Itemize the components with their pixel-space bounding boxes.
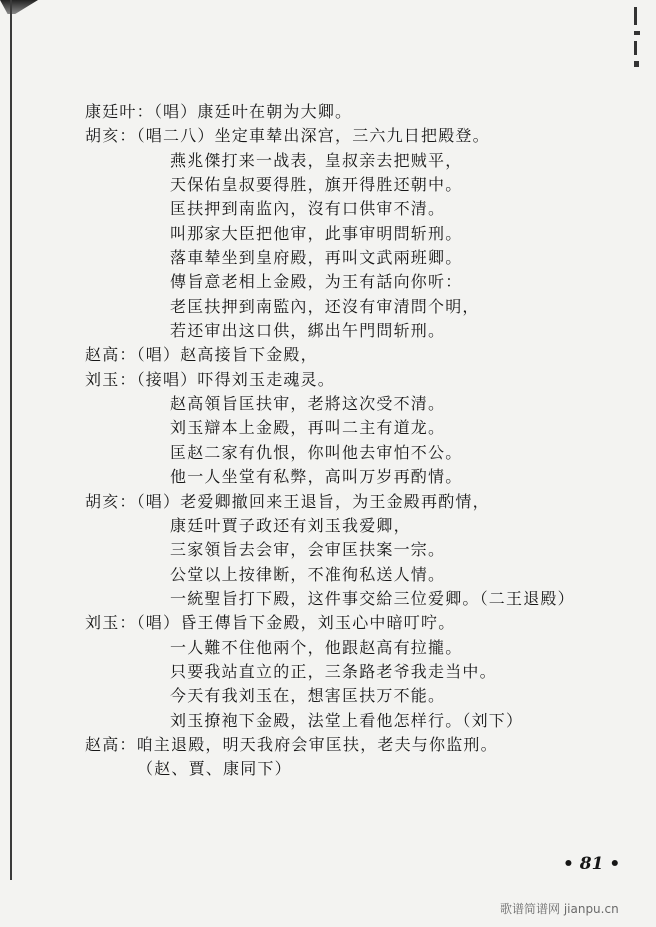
verse-line (0, 416, 656, 440)
verse-line (0, 636, 656, 660)
dialogue-line (0, 490, 656, 514)
line-text: 一統聖旨打下殿，这件事交給三位爱卿。（二王退殿） (170, 588, 575, 608)
verse-line (0, 684, 656, 708)
verse-line (0, 465, 656, 489)
page-number: • 81 • (563, 854, 621, 874)
line-text: （唱）老爱卿撤回来王退旨，为王金殿再酌情， (136, 491, 490, 511)
verse-line (0, 319, 656, 343)
speaker-name: 胡亥： (85, 126, 137, 146)
dialogue-line (0, 611, 656, 635)
line-text: 今天有我刘玉在，想害匡扶万不能。 (170, 686, 446, 706)
verse-line (0, 514, 656, 538)
line-text: 公堂以上按律断，不准徇私送人情。 (170, 564, 446, 584)
line-text: 康廷叶賈子政还有刘玉我爱卿， (170, 515, 411, 535)
dialogue-line (0, 733, 656, 757)
watermark: 歌谱简谱网 jianpu.cn (500, 902, 619, 916)
dialogue-line (0, 343, 656, 367)
verse-line (0, 587, 656, 611)
line-text: （唱二八）坐定車辇出深宫，三六九日把殿登。 (136, 126, 490, 146)
verse-line (0, 222, 656, 246)
speaker-name: 康廷叶： (85, 102, 154, 121)
verse-line (0, 441, 656, 465)
line-text: 燕兆傑打来一战表，皇叔亲去把贼平， (170, 150, 463, 170)
line-text: 老匡扶押到南監內，还沒有审清問个明， (170, 296, 480, 316)
line-text: 刘玉撩袍下金殿，法堂上看他怎样行。（刘下） (170, 710, 524, 730)
verse-line (0, 660, 656, 684)
line-text: （唱）赵高接旨下金殿， (136, 345, 318, 365)
line-text: 三家領旨去会审，会审匡扶案一宗。 (170, 540, 446, 560)
line-text: 傳旨意老相上金殿，为王有話向你听： (170, 272, 463, 292)
line-text: 只要我站直立的正，三条路老爷我走当中。 (170, 661, 497, 681)
verse-line (0, 295, 656, 319)
line-text: （唱）康廷叶在朝为大卿。 (153, 102, 353, 121)
verse-line (0, 197, 656, 221)
verse-line (0, 709, 656, 733)
speaker-name: 刘玉： (85, 613, 137, 633)
line-text: 天保佑皇叔要得胜，旗开得胜还朝中。 (170, 175, 463, 195)
line-text: 他一人坐堂有私弊，高叫万岁再酌情。 (170, 467, 463, 487)
line-text: 赵高領旨匡扶审，老將这次受不清。 (170, 394, 446, 414)
verse-line (0, 149, 656, 173)
script-text (0, 100, 656, 782)
page-edge-marks (630, 4, 644, 84)
verse-line (0, 563, 656, 587)
line-text: 刘玉辯本上金殿，再叫二主有道龙。 (170, 418, 446, 438)
dialogue-line (0, 100, 656, 124)
verse-line (0, 392, 656, 416)
verse-line (0, 246, 656, 270)
dialogue-line (0, 124, 656, 148)
stage-direction (0, 757, 656, 781)
line-text: 匡扶押到南监內，沒有口供审不清。 (170, 199, 446, 219)
dialogue-line (0, 368, 656, 392)
line-text: （接唱）吓得刘玉走魂灵。 (136, 369, 336, 389)
line-text: 咱主退殿，明天我府会审匡扶，老夫与你监刑。 (136, 734, 498, 754)
speaker-name: 胡亥： (85, 491, 137, 511)
line-text: 若还审出这口供，綁出午門問斩刑。 (170, 321, 446, 341)
binding-edge-mark (0, 0, 38, 14)
line-text: 一人難不住他兩个，他跟赵高有拉攏。 (170, 637, 463, 657)
verse-line (0, 173, 656, 197)
line-text: （唱）昏王傳旨下金殿，刘玉心中暗叮咛。 (136, 613, 456, 633)
line-text: （赵、賈、康同下） (137, 759, 292, 779)
line-text: 叫那家大臣把他审，此事审明問斩刑。 (170, 223, 463, 243)
speaker-name: 赵高： (85, 345, 137, 365)
verse-line (0, 538, 656, 562)
line-text: 落車辇坐到皇府殿，再叫文武兩班卿。 (170, 248, 463, 268)
speaker-name: 刘玉： (85, 369, 137, 389)
speaker-name: 赵高： (85, 734, 137, 754)
verse-line (0, 270, 656, 294)
line-text: 匡赵二家有仇恨，你叫他去审怕不公。 (170, 442, 463, 462)
